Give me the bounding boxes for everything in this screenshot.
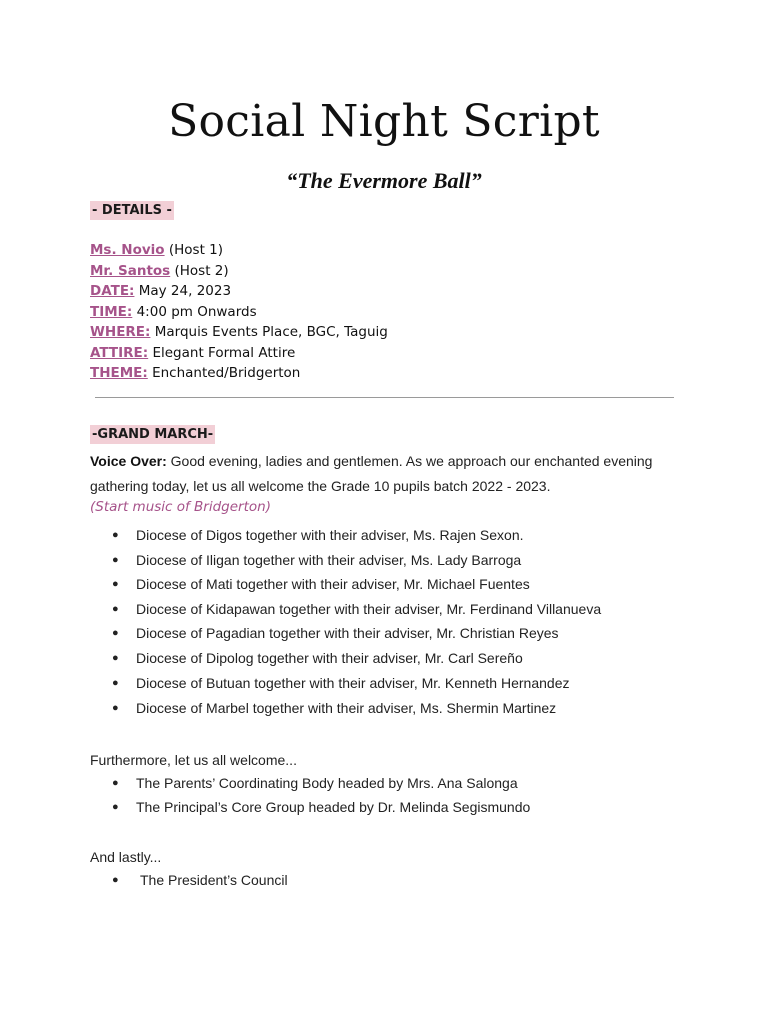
details-key: WHERE:	[90, 324, 151, 340]
lastly-text: And lastly...	[90, 849, 162, 865]
list-item	[112, 624, 601, 649]
bullet-icon: ●	[112, 701, 119, 714]
list-item	[112, 798, 530, 822]
details-value: Elegant Formal Attire	[148, 344, 296, 361]
details-list	[90, 240, 388, 384]
details-row-time	[90, 302, 388, 323]
music-cue: (Start music of Bridgerton)	[90, 499, 271, 515]
bullet-icon: ●	[112, 874, 119, 886]
page-subtitle: “The Evermore Ball”	[286, 168, 482, 193]
list-item-text: Diocese of Mati together with their adviser, Mr. Michael Fuentes	[136, 576, 530, 592]
list-item	[112, 600, 601, 625]
voice-over-label: Voice Over:	[90, 453, 167, 469]
details-key: THEME:	[90, 365, 148, 381]
final-list	[112, 871, 288, 891]
details-value: (Host 1)	[164, 242, 224, 258]
list-item	[112, 526, 601, 551]
details-row-where	[90, 322, 388, 343]
list-item	[112, 674, 601, 699]
details-row-date	[90, 281, 388, 302]
bullet-icon: ●	[112, 651, 119, 664]
list-item-text: Diocese of Pagadian together with their adviser, Mr. Christian Reyes	[136, 625, 559, 641]
details-key: TIME:	[90, 303, 133, 320]
list-item	[112, 871, 288, 891]
section-divider	[95, 397, 674, 398]
details-row-theme	[90, 363, 388, 384]
details-row-host1	[90, 240, 388, 261]
details-value: May 24, 2023	[134, 283, 232, 299]
list-item-text: Diocese of Iligan together with their adviser, Ms. Lady Barroga	[136, 551, 522, 568]
list-item	[112, 649, 601, 675]
page-title: Social Night Script	[168, 96, 600, 147]
bullet-icon: ●	[112, 578, 119, 590]
list-item-text: Diocese of Marbel together with their adviser, Ms. Shermin Martinez	[136, 699, 557, 716]
list-item-text: Diocese of Kidapawan together with their adviser, Mr. Ferdinand Villanueva	[136, 600, 602, 617]
list-item	[112, 551, 601, 576]
list-item-text: Diocese of Dipolog together with their adviser, Mr. Carl Sereño	[136, 649, 523, 666]
bullet-icon: ●	[112, 627, 119, 639]
list-item	[112, 699, 601, 724]
details-key: DATE:	[90, 283, 135, 299]
list-item-text: The President’s Council	[140, 872, 288, 888]
bullet-icon: ●	[112, 602, 119, 615]
list-item-text: Diocese of Butuan together with their adviser, Mr. Kenneth Hernandez	[136, 675, 570, 691]
bullet-icon: ●	[112, 529, 119, 541]
voice-over-paragraph	[90, 449, 690, 498]
details-value: Enchanted/Bridgerton	[147, 365, 301, 381]
list-item	[112, 575, 601, 600]
bullet-icon: ●	[112, 777, 119, 789]
furthermore-text: Furthermore, let us all welcome...	[90, 752, 297, 768]
list-item-text: The Principal’s Core Group headed by Dr. Melinda Segismundo	[136, 799, 531, 815]
voice-over-text: Good evening, ladies and gentlemen. As we approach our enchanted evening gathering today, let us all welcome the Grade 10 pupils batch 2022 - 2023.	[90, 453, 653, 494]
bullet-icon: ●	[112, 677, 119, 689]
list-item-text: The Parents’ Coordinating Body headed by Mrs. Ana Salonga	[136, 775, 518, 791]
details-value: 4:00 pm Onwards	[132, 303, 257, 320]
list-item-text: Diocese of Digos together with their adviser, Ms. Rajen Sexon.	[136, 527, 524, 543]
list-item	[112, 774, 530, 798]
details-row-attire	[90, 343, 388, 364]
details-key: Ms. Novio	[90, 242, 165, 258]
details-heading: - DETAILS -	[92, 203, 172, 218]
details-key: Mr. Santos	[90, 262, 171, 279]
details-value: (Host 2)	[170, 262, 229, 279]
bullet-icon: ●	[112, 553, 119, 566]
groups-list	[112, 774, 530, 822]
grand-march-heading: -GRAND MARCH-	[92, 427, 214, 442]
details-row-host2	[90, 261, 388, 282]
details-key: ATTIRE:	[90, 344, 149, 361]
dioceses-list	[112, 526, 601, 723]
bullet-icon: ●	[112, 801, 119, 813]
details-value: Marquis Events Place, BGC, Taguig	[150, 324, 388, 340]
